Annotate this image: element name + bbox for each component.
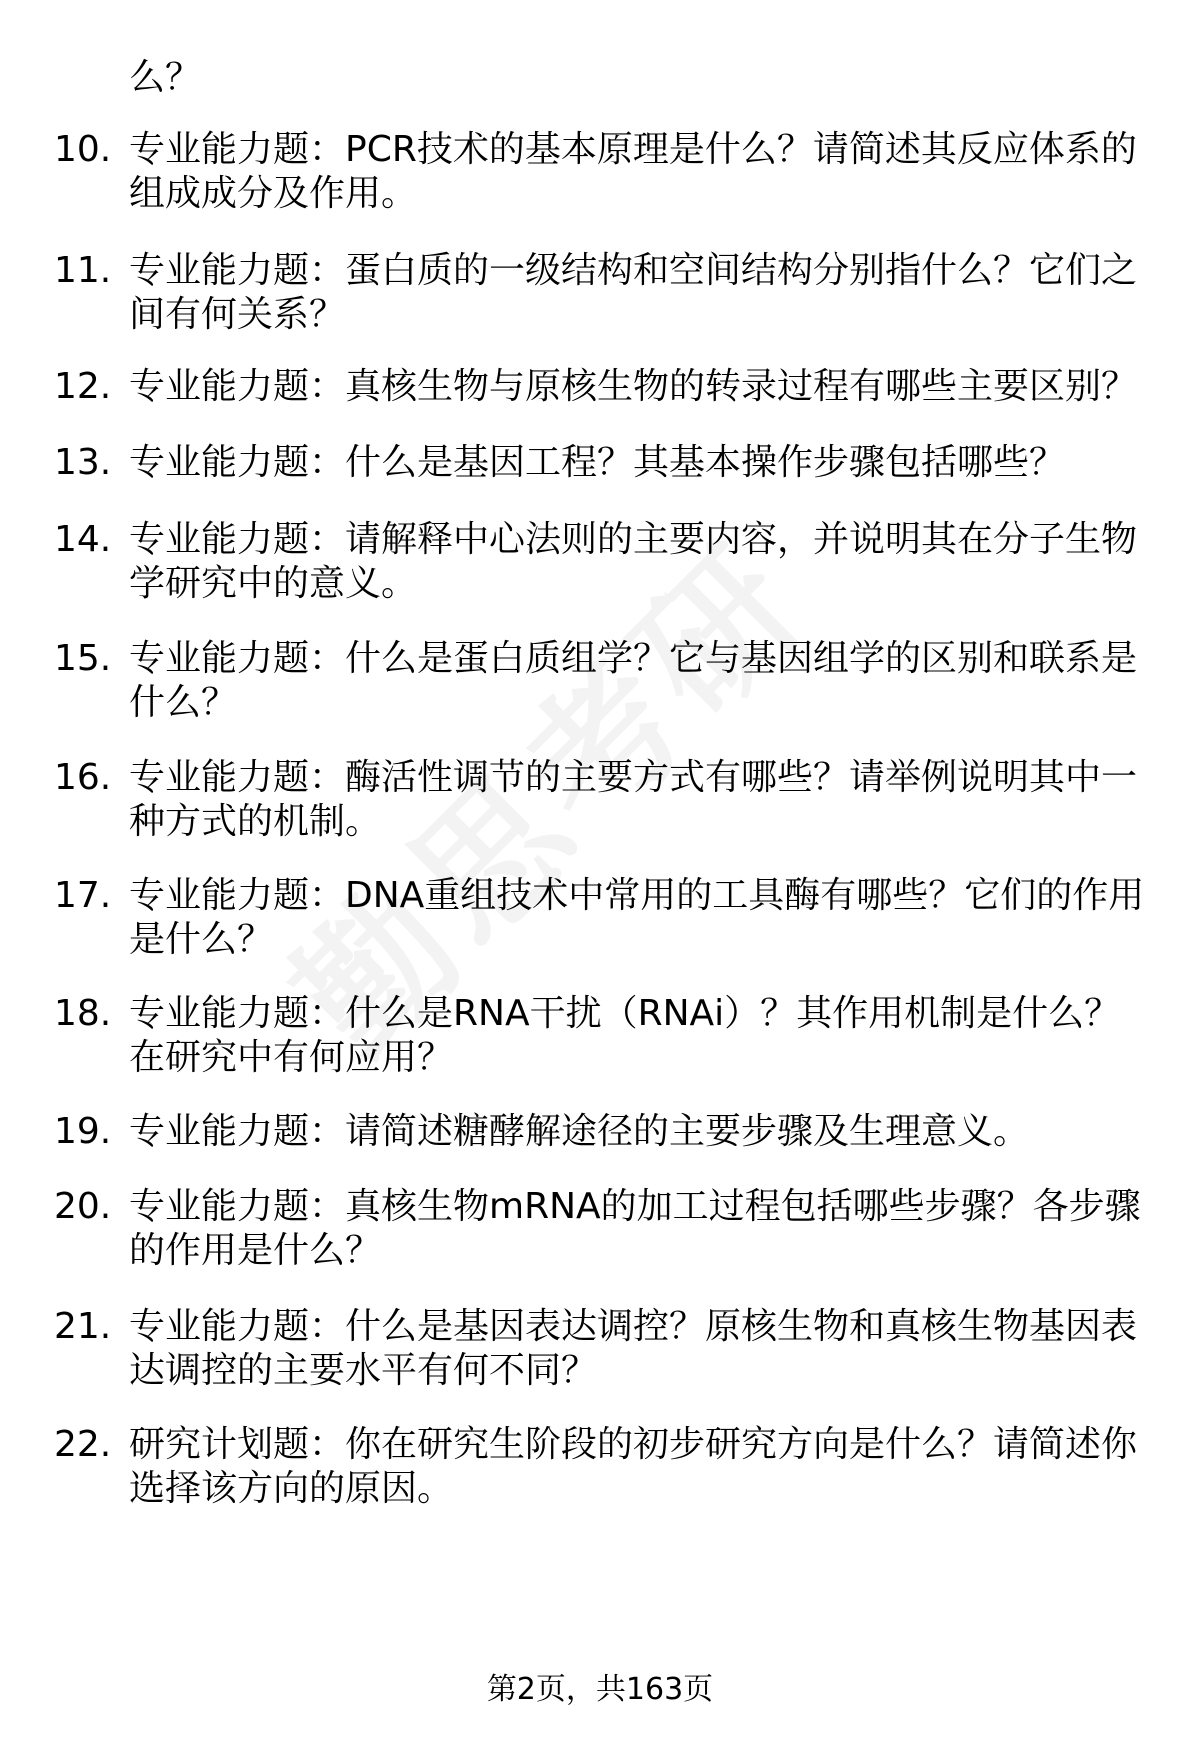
question-text-line1: 专业能力题：什么是RNA干扰（RNAi）？其作用机制是什么？ [129, 993, 1121, 1034]
question-text-line1: 专业能力题：请解释中心法则的主要内容，并说明其在分子生物 [129, 519, 1138, 560]
question-number: 20. [54, 1186, 112, 1227]
question-number: 11. [54, 250, 112, 291]
question-text-line1: 专业能力题：真核生物与原核生物的转录过程有哪些主要区别？ [129, 366, 1138, 407]
question-number: 18. [54, 993, 112, 1034]
question-number: 19. [54, 1111, 112, 1152]
question-number: 22. [54, 1424, 112, 1465]
question-text-line2: 种方式的机制。 [129, 801, 382, 842]
question-text-line1: 专业能力题：蛋白质的一级结构和空间结构分别指什么？它们之 [129, 250, 1138, 291]
question-text-line2: 学研究中的意义。 [129, 563, 418, 604]
question-number: 14. [54, 519, 112, 560]
question-text-line1: 专业能力题：真核生物mRNA的加工过程包括哪些步骤？各步骤 [129, 1186, 1141, 1227]
question-number: 17. [54, 875, 112, 916]
question-text-line1: 专业能力题：什么是基因表达调控？原核生物和真核生物基因表 [129, 1306, 1138, 1347]
question-text-line1: 研究计划题：你在研究生阶段的初步研究方向是什么？请简述你 [129, 1424, 1138, 1465]
question-number: 15. [54, 638, 112, 679]
question-text-line2: 在研究中有何应用？ [129, 1037, 454, 1078]
question-text-line2: 选择该方向的原因。 [129, 1468, 454, 1509]
question-text-line1: 专业能力题：请简述糖酵解途径的主要步骤及生理意义。 [129, 1111, 1030, 1152]
question-text-line2: 组成成分及作用。 [129, 173, 418, 214]
question-text-line1: 专业能力题：什么是蛋白质组学？它与基因组学的区别和联系是 [129, 638, 1138, 679]
question-text-line1: 专业能力题：DNA重组技术中常用的工具酶有哪些？它们的作用 [129, 875, 1145, 916]
question-text-line2: 是什么？ [129, 919, 274, 960]
question-number: 13. [54, 442, 112, 483]
page-footer: 第2页，共163页 [486, 1672, 714, 1707]
question-number: 16. [54, 757, 112, 798]
question-number: 21. [54, 1306, 112, 1347]
continuation-text: 么？ [129, 57, 202, 98]
question-number: 12. [54, 366, 112, 407]
question-text-line2: 什么？ [129, 682, 238, 723]
question-text-line1: 专业能力题：什么是基因工程？其基本操作步骤包括哪些？ [129, 442, 1066, 483]
question-text-line2: 达调控的主要水平有何不同？ [129, 1350, 598, 1391]
question-text-line1: 专业能力题：PCR技术的基本原理是什么？请简述其反应体系的 [129, 129, 1137, 170]
question-text-line2: 的作用是什么？ [129, 1230, 382, 1271]
question-text-line1: 专业能力题：酶活性调节的主要方式有哪些？请举例说明其中一 [129, 757, 1138, 798]
question-text-line2: 间有何关系？ [129, 294, 346, 335]
question-number: 10. [54, 129, 112, 170]
